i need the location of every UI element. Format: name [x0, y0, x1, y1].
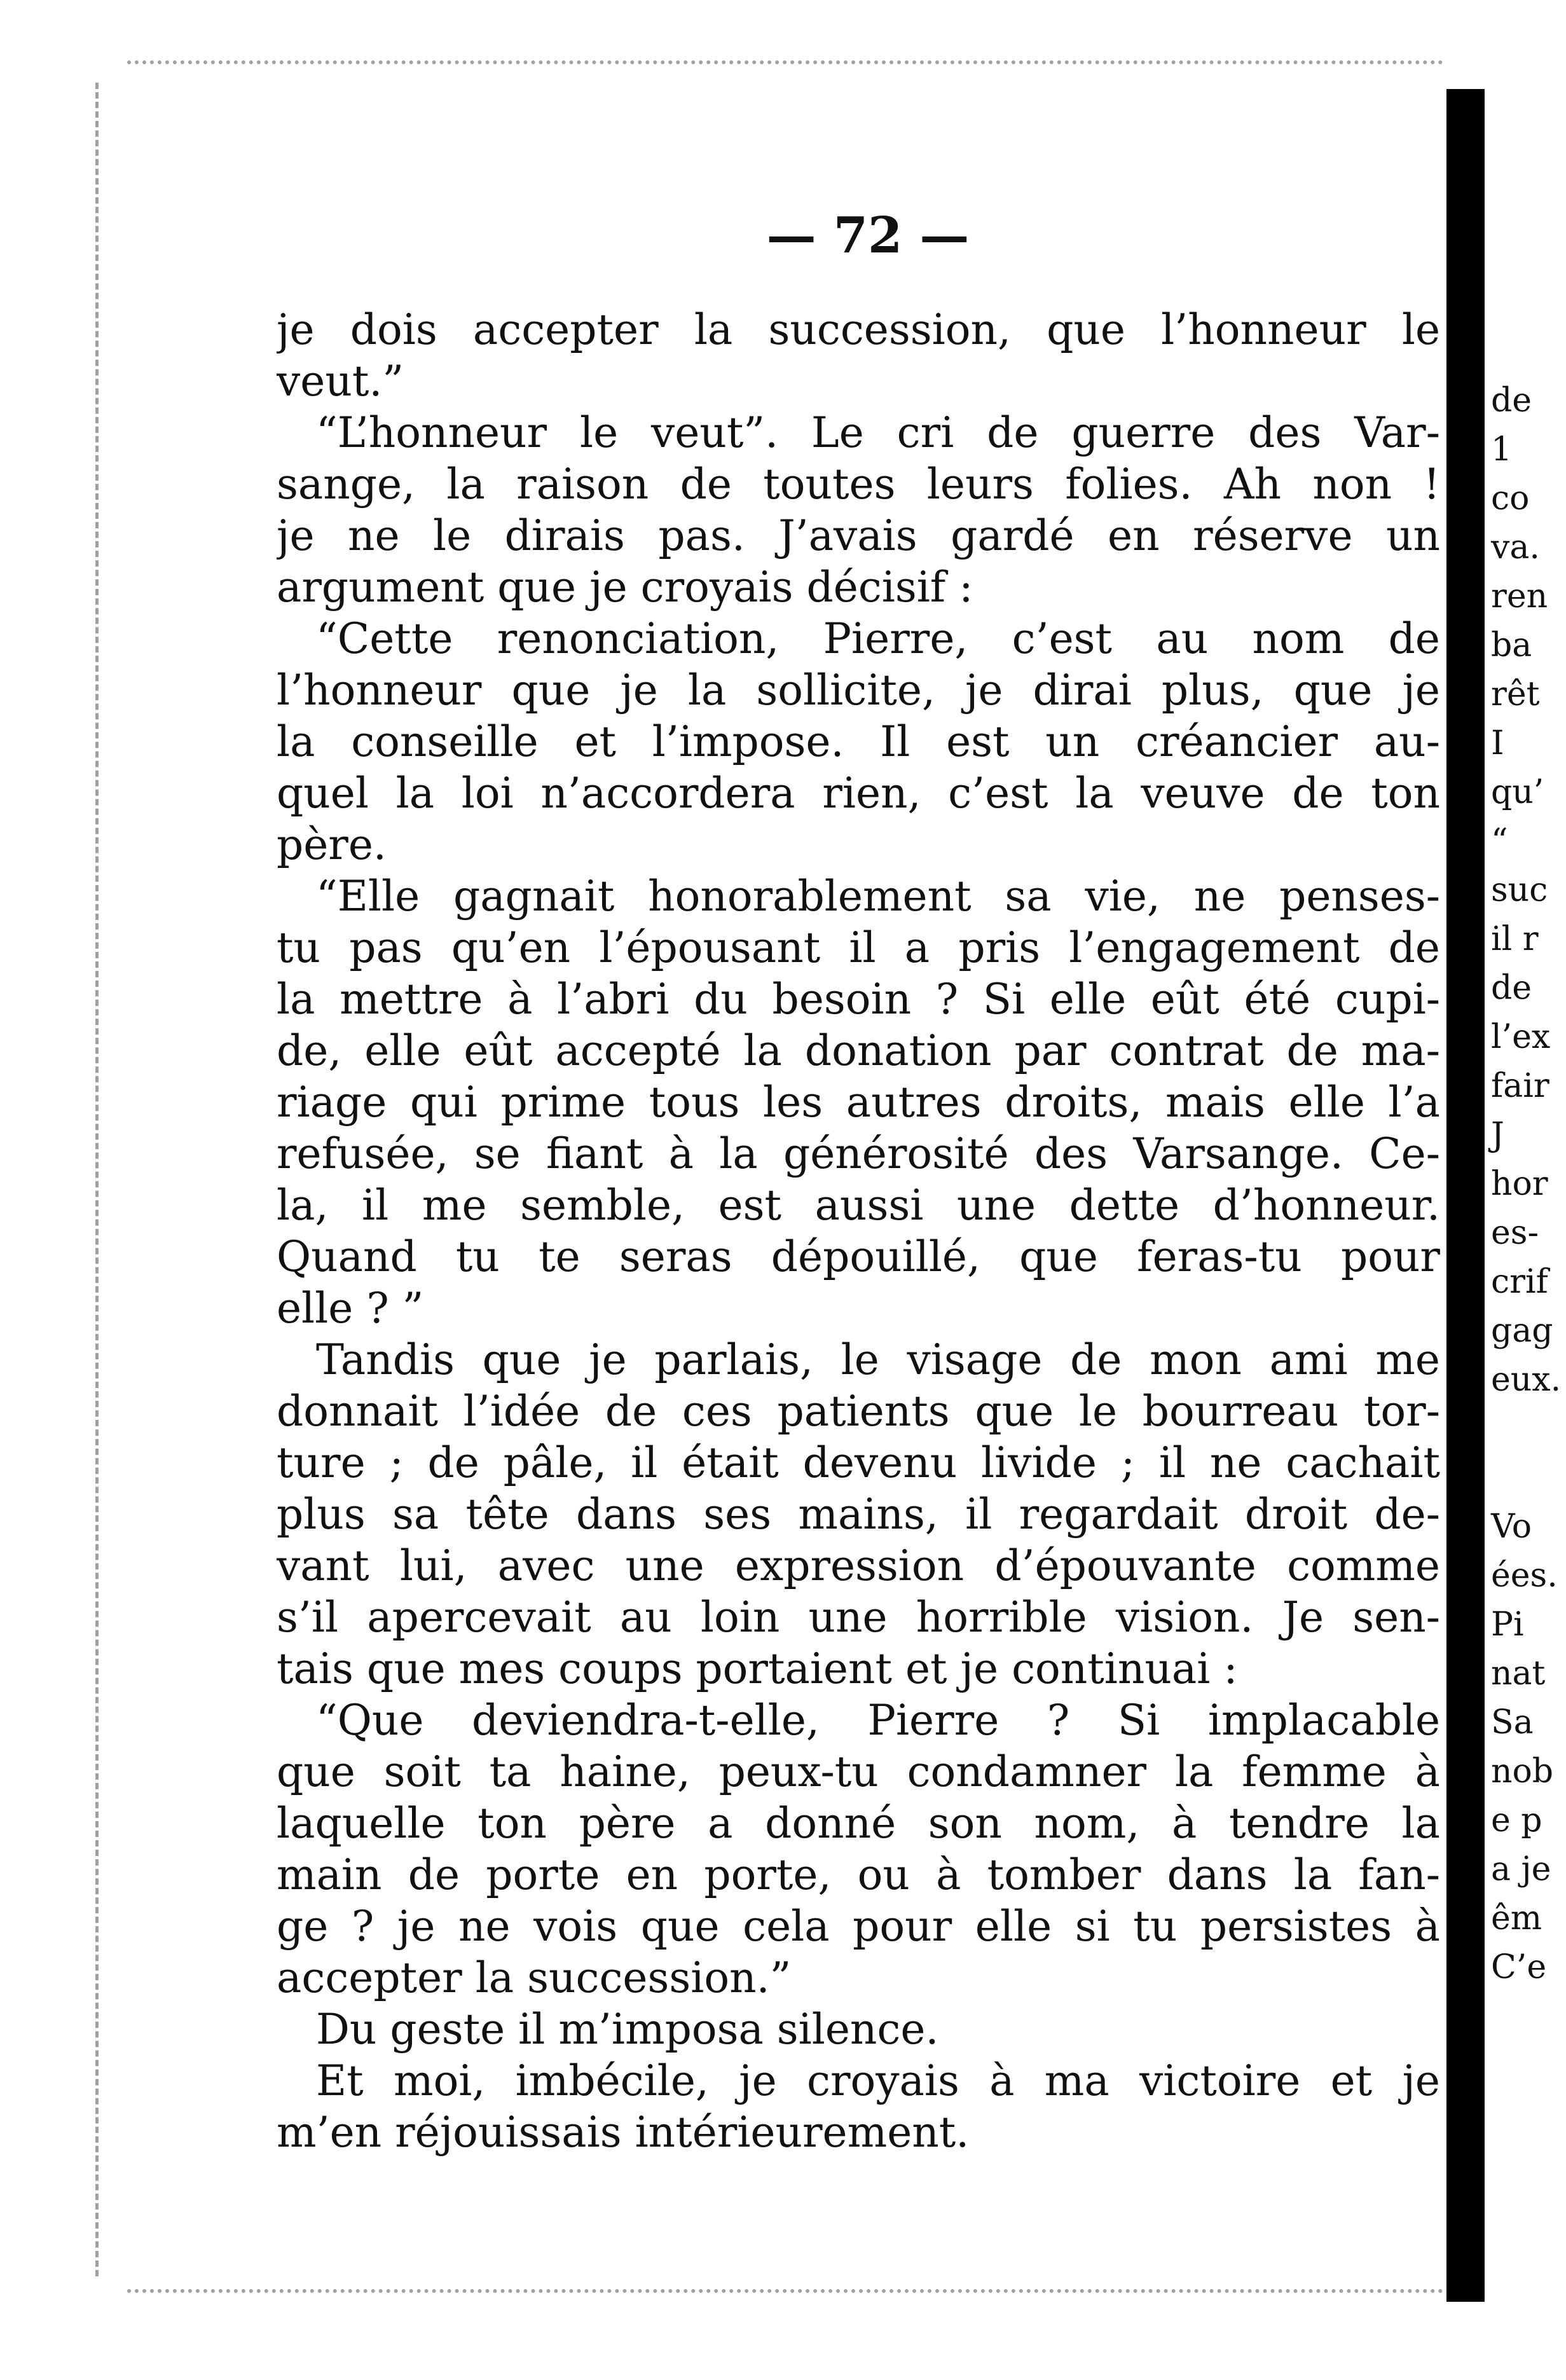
- text-line: père.: [277, 820, 387, 869]
- text-line: laquelle ton père a donné son nom, à tendre la: [277, 1799, 1440, 1848]
- text-line: Et moi, imbécile, je croyais à ma victoire et je: [316, 2056, 1440, 2105]
- next-page-fragment: es-: [1491, 1214, 1539, 1252]
- next-page-fragment: gag: [1491, 1312, 1553, 1350]
- text-line: Tandis que je parlais, le visage de mon ami me: [316, 1335, 1440, 1384]
- next-page-fragment: ées.: [1491, 1557, 1558, 1595]
- next-page-fragment: va.: [1491, 528, 1540, 567]
- text-line: m’en réjouissais intérieurement.: [277, 2108, 970, 2157]
- text-line: l’honneur que je la sollicite, je dirai plus, que je: [277, 666, 1440, 715]
- next-page-fragment: nob: [1491, 1752, 1554, 1791]
- scan-border-left: [95, 83, 118, 2276]
- text-line: la conseille et l’impose. Il est un créancier au-: [277, 717, 1440, 766]
- next-page-fragment: êm: [1491, 1899, 1542, 1937]
- next-page-fragment: e p: [1491, 1801, 1542, 1840]
- next-page-fragment: rêt: [1491, 675, 1540, 713]
- page-number: — 72 —: [766, 207, 970, 265]
- text-line: s’il apercevait au loin une horrible vision. Je sen-: [277, 1593, 1440, 1642]
- scan-border-bottom: [127, 2264, 1443, 2293]
- body-text: [277, 304, 1440, 2158]
- text-line: de, elle eût accepté la donation par contrat de ma-: [277, 1026, 1440, 1075]
- text-line: elle ? ”: [277, 1284, 424, 1333]
- text-line: la, il me semble, est aussi une dette d’honneur.: [277, 1181, 1440, 1230]
- next-page-fragment: Vo: [1491, 1508, 1532, 1546]
- next-page-fragment: l’ex: [1491, 1018, 1551, 1056]
- next-page-fragment: eux.: [1491, 1361, 1562, 1399]
- text-line: quel la loi n’accordera rien, c’est la veuve de ton: [277, 769, 1440, 818]
- next-page-fragment: a je: [1491, 1850, 1551, 1888]
- text-line: main de porte en porte, ou à tomber dans la fan-: [277, 1850, 1440, 1899]
- next-page-fragment: I: [1491, 724, 1504, 762]
- text-line: la mettre à l’abri du besoin ? Si elle eût été cupi-: [277, 975, 1440, 1024]
- text-line: que soit ta haine, peux-tu condamner la femme à: [277, 1747, 1440, 1796]
- text-line: tu pas qu’en l’épousant il a pris l’engagement de: [277, 923, 1440, 972]
- next-page-fragment: co: [1491, 479, 1530, 518]
- text-line: sange, la raison de toutes leurs folies. Ah non !: [277, 460, 1440, 509]
- next-page-fragment: de: [1491, 969, 1532, 1007]
- text-line: tais que mes coups portaient et je continuai :: [277, 1644, 1238, 1693]
- text-line: plus sa tête dans ses mains, il regardait droit de-: [277, 1490, 1440, 1539]
- text-line: “Cette renonciation, Pierre, c’est au nom de: [316, 614, 1440, 663]
- text-line: veut.”: [277, 357, 404, 406]
- next-page-fragment: qu’: [1491, 773, 1544, 811]
- text-line: “Que deviendra-t-elle, Pierre ? Si implacable: [316, 1696, 1440, 1745]
- text-line: “Elle gagnait honorablement sa vie, ne penses-: [316, 872, 1440, 921]
- text-line: Du geste il m’imposa silence.: [316, 2005, 939, 2054]
- next-page-fragment: ren: [1491, 577, 1548, 616]
- text-line: je ne le dirais pas. J’avais gardé en réserve un: [277, 511, 1440, 560]
- next-page-fragment: “: [1491, 822, 1508, 860]
- next-page-fragment: hor: [1491, 1165, 1548, 1203]
- next-page-fragment: de: [1491, 382, 1532, 420]
- text-line: riage qui prime tous les autres droits, mais elle l’a: [277, 1078, 1440, 1127]
- next-page-fragment: suc: [1491, 871, 1548, 909]
- text-line: argument que je croyais décisif :: [277, 563, 973, 612]
- next-page-fragment: C’e: [1491, 1948, 1547, 1986]
- next-page-fragment: fair: [1491, 1067, 1549, 1105]
- next-page-fragment: Pi: [1491, 1606, 1524, 1644]
- next-page-fragment: crif: [1491, 1263, 1548, 1301]
- text-line: Quand tu te seras dépouillé, que feras-tu pour: [277, 1232, 1440, 1281]
- text-line: “L’honneur le veut”. Le cri de guerre des Var-: [316, 408, 1440, 457]
- text-line: ge ? je ne vois que cela pour elle si tu persistes à: [277, 1902, 1440, 1951]
- next-page-fragment: Sa: [1491, 1703, 1534, 1742]
- next-page-fragment: 1: [1491, 430, 1513, 469]
- text-line: ture ; de pâle, il était devenu livide ; il ne cachait: [277, 1438, 1440, 1487]
- text-line: refusée, se fiant à la générosité des Varsange. Ce-: [277, 1129, 1440, 1178]
- text-line: accepter la succession.”: [277, 1953, 792, 2002]
- text-line: vant lui, avec une expression d’épouvante comme: [277, 1541, 1440, 1590]
- next-page-fragment: J: [1491, 1116, 1504, 1154]
- text-line: je dois accepter la succession, que l’honneur le: [277, 305, 1440, 354]
- book-gutter: [1446, 89, 1485, 2302]
- next-page-fragment: nat: [1491, 1654, 1546, 1693]
- next-page-fragment: il r: [1491, 920, 1539, 958]
- scan-border-top: [127, 60, 1443, 90]
- text-line: donnait l’idée de ces patients que le bourreau tor-: [277, 1387, 1440, 1436]
- next-page-fragment: ba: [1491, 626, 1532, 664]
